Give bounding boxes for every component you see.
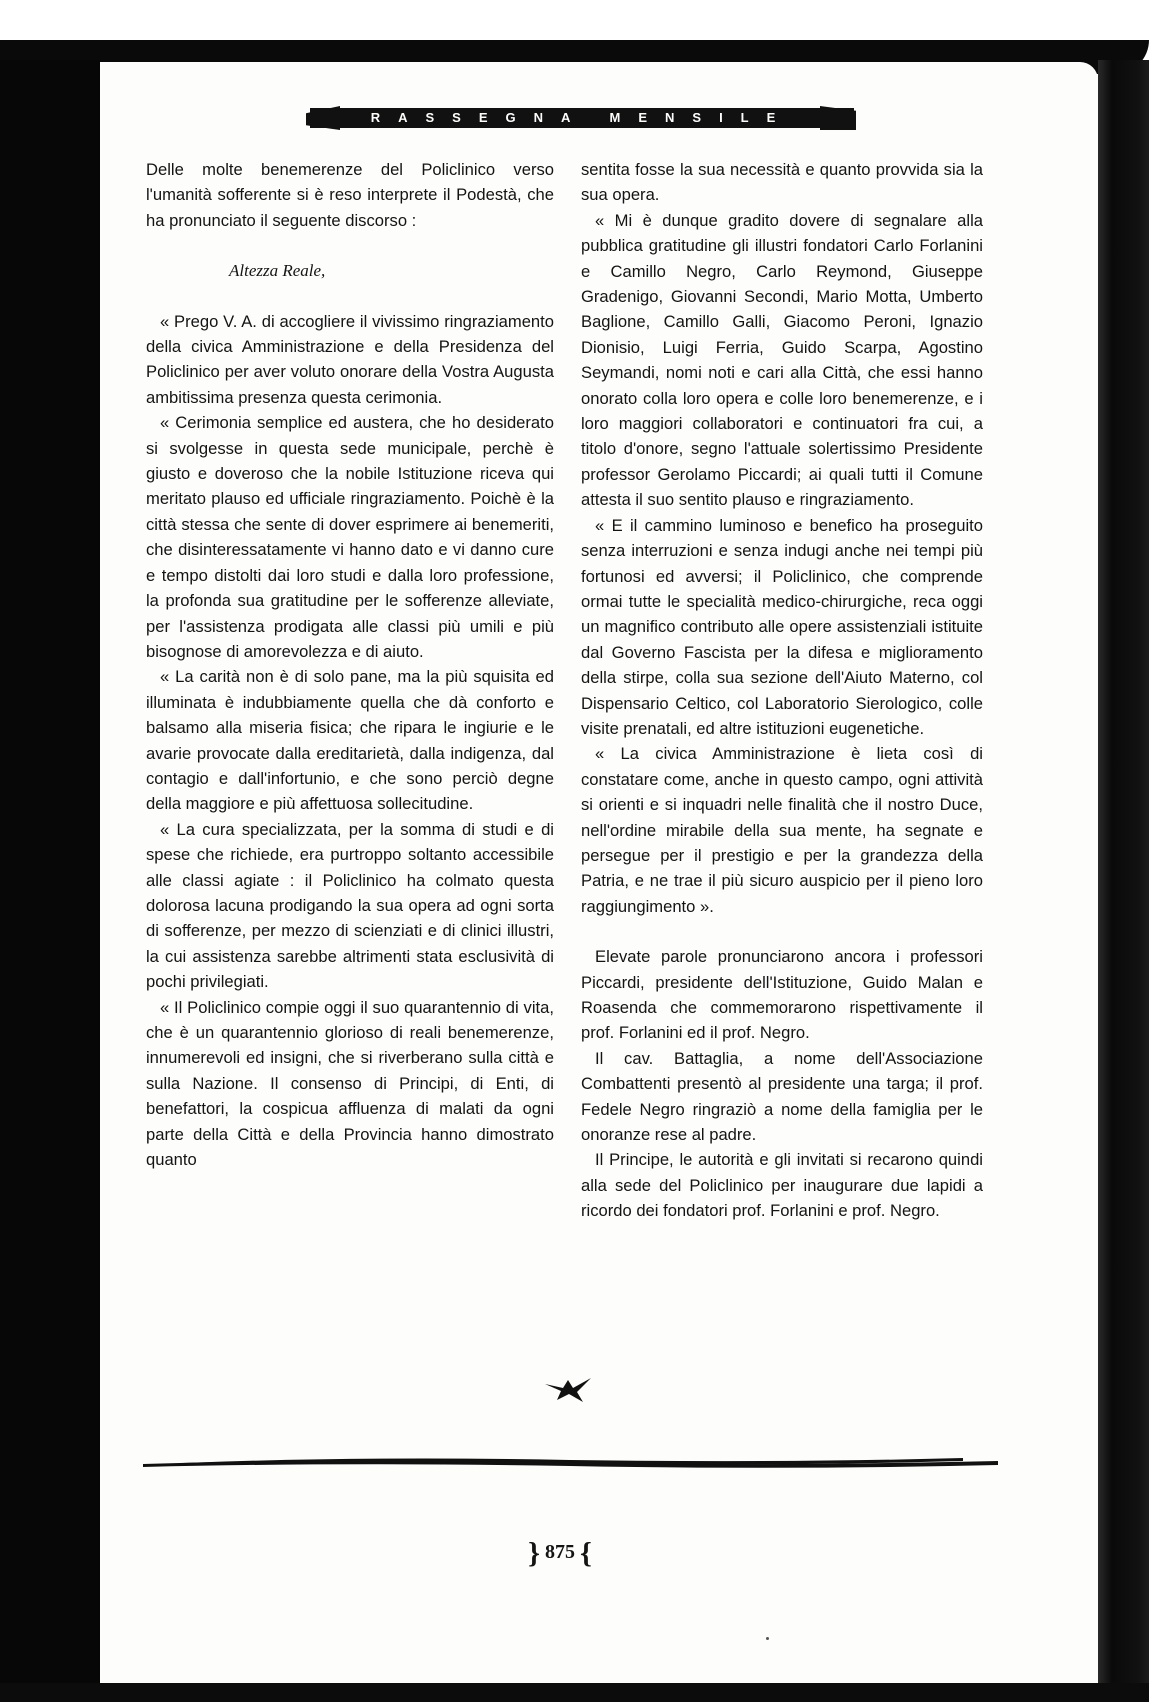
scan-bottom-margin — [0, 1683, 1149, 1702]
scan-left-margin — [0, 60, 100, 1702]
right-column — [581, 157, 983, 1224]
left-paragraph: « Il Policlinico compie oggi il suo quarantennio di vita, che è un quarantennio glorioso di reali benemerenze, innumerevoli ed insigni, che si riverberano sulla città e sulla Nazione. Il consenso di Principi, di Enti, di benefattori, la cospicua affluenza di malati da ogni parte della Città e della Provincia hanno dimostrato quanto — [146, 997, 554, 1170]
left-paragraph: « Cerimonia semplice ed austera, che ho desiderato si svolgesse in questa sede municipale, perchè è giusto e doveroso che la nobile Istituzione riceva qui meritato plauso ed ufficiale ringraziamento. Poichè è la città stessa che sente di dover esprimere ai benemeriti, che disinteressatamente vi hanno dato e vi danno cure e tempo distolti dai loro studi e dalla loro professione, la profonda sua gratitudine per le sofferenze alleviate, per l'assistenza prodigata alle classi più umili e più bisognose di amorevolezza e di aiuto. — [146, 413, 554, 661]
right-paragraph: Il cav. Battaglia, a nome dell'Associazione Combattenti presentò al presidente una targa; il prof. Fedele Negro ringraziò a nome della famiglia per le onoranze rese al padre. — [581, 1048, 983, 1145]
right-paragraph: Elevate parole pronunciarono ancora i professori Piccardi, presidente dell'Istituzione, Guido Malan e Roasenda che commemorarono rispettivamente il prof. Forlanini ed il prof. Negro. — [581, 947, 983, 1043]
page-number-brace-left: } — [528, 1536, 540, 1570]
right-paragraph: Il Principe, le autorità e gli invitati si recarono quindi alla sede del Policlinico per inaugurare due lapidi a ricordo dei fondatori prof. Forlanini e prof. Negro. — [581, 1150, 983, 1221]
page-number — [485, 1535, 635, 1569]
left-paragraph: « Prego V. A. di accogliere il vivissimo ringraziamento della civica Amministrazione e della Presidenza del Policlinico per aver voluto onorare della Vostra Augusta ambitissima presenza questa cerimonia. — [146, 311, 554, 407]
decorative-rule-icon — [143, 1452, 998, 1474]
right-paragraph: « La civica Amministrazione è lieta così di constatare come, anche in questo campo, ogni attività si orienti e si inquadri nelle finalità che il nostro Duce, nell'ordine mirabile della sua mente, ha segnate e persegue per il prestigio e per la grandezza della Patria, e ne trae il più sicuro auspicio per il pieno loro raggiungimento ». — [581, 744, 983, 916]
intro-paragraph: Delle molte benemerenze del Policlinico verso l'umanità sofferente si è reso interprete il Podestà, che ha pronunciato il seguente discorso : — [146, 160, 554, 230]
right-paragraph: « E il cammino luminoso e benefico ha proseguito senza interruzioni e senza indugi anche nei tempi più fortunosi ed avversi; il Policlinico, che comprende ormai tutte le specialità medico-chirurgiche, reca oggi un magnifico contributo alle opere assistenziali istituite dal Governo Fascista per la difesa e miglioramento della stirpe, colla sua sezione dell'Aiuto Materno, col Dispensario Celtico, col Laboratorio Sierologico, colle visite prenatali, ed altre istituzioni eugenetiche. — [581, 515, 983, 738]
scan-right-margin — [1098, 60, 1149, 1702]
ink-speck — [766, 1637, 769, 1640]
leaf-ornament-icon — [543, 1374, 593, 1404]
left-column — [146, 157, 554, 1172]
right-paragraph: « Mi è dunque gradito dovere di segnalare alla pubblica gratitudine gli illustri fondatori Carlo Forlanini e Camillo Negro, Carlo Reymond, Giuseppe Gradenigo, Giovanni Secondi, Mario Motta, Umberto Baglione, Camillo Galli, Giacomo Peroni, Ignazio Dionisio, Luigi Ferria, Guido Scarpa, Agostino Seymandi, nomi noti e cari alla Città, che essi hanno onorato colla loro opera e colle loro benemerenze, e i loro maggiori collaboratori e continuatori fra cui, a titolo d'onore, segno l'attuale solertissimo Presidente professor Gerolamo Piccardi; ai quali tutti il Comune attesta il suo sentito plauso e ringraziamento. — [581, 210, 983, 510]
page-number-brace-right: { — [580, 1536, 592, 1570]
right-paragraph: sentita fosse la sua necessità e quanto provvida sia la sua opera. — [581, 160, 983, 205]
left-paragraph: « La carità non è di solo pane, ma la più squisita ed illuminata è indubbiamente quella che dà conforto e balsamo alla miseria fisica; che ripara le ingiurie e le avarie provocate dalla ereditarietà, dalla indigenza, dal contagio e dall'infortunio, e che sono perciò degne della maggiore e più affettuosa sollecitudine. — [146, 667, 554, 814]
page-number-value: 875 — [545, 1541, 575, 1563]
left-paragraph: « La cura specializzata, per la somma di studi e di spese che richiede, era purtroppo soltanto accessibile alle classi agiate : il Policlinico ha colmato questa dolorosa lacuna prodigando la sua opera ad ogni sorta di sofferenze, per mezzo di scienziati e di clinici illustri, la cui assistenza sarebbe altrimenti stata esclusività di pochi privilegiati. — [146, 819, 554, 992]
salutation: Altezza Reale, — [229, 261, 326, 281]
running-header: RASSEGNA MENSILE — [310, 108, 854, 128]
